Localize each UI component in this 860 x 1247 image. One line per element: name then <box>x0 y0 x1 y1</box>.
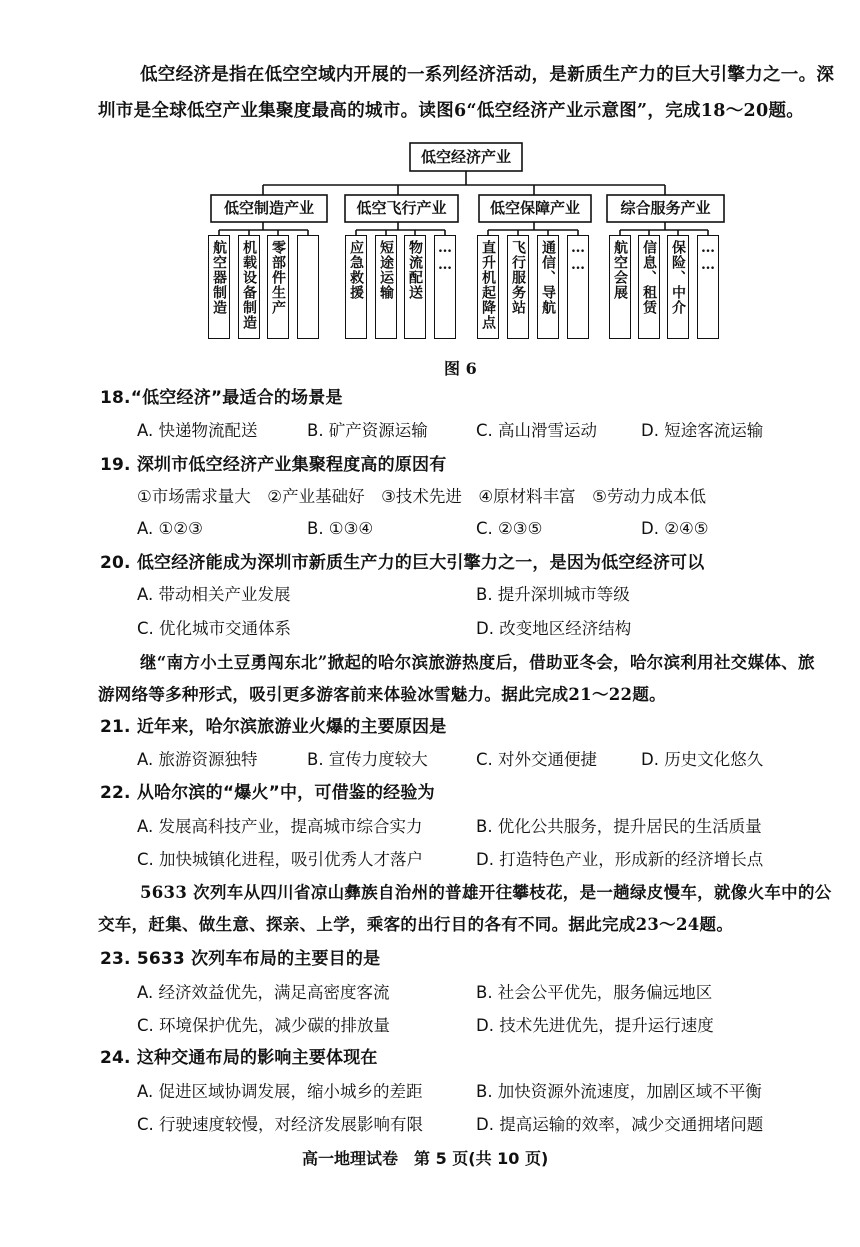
branch-services-label: 综合服务产业 <box>620 199 711 217</box>
q21-option-c: C. 对外交通便捷 <box>476 750 598 769</box>
leaf-flight-service-station: 飞行服务站 <box>507 235 529 339</box>
q19-items: ①市场需求量大 ②产业基础好 ③技术先进 ④原材料丰富 ⑤劳动力成本低 <box>137 487 706 506</box>
diagram-connectors <box>0 0 860 360</box>
q20-option-d: D. 改变地区经济结构 <box>476 619 632 638</box>
leaf-logistics-delivery: 物流配送 <box>404 235 426 339</box>
q19-option-d: D. ②④⑤ <box>641 519 709 538</box>
q19-option-a: A. ①②③ <box>137 519 203 538</box>
intro2-line-2: 游网络等多种形式，吸引更多游客前来体验冰雪魅力。据此完成21～22题。 <box>98 685 666 704</box>
q23-option-c: C. 环境保护优先，减少碳的排放量 <box>137 1016 391 1035</box>
q21-option-a: A. 旅游资源独特 <box>137 750 258 769</box>
leaf-helipad: 直升机起降点 <box>477 235 499 339</box>
q20-stem: 20. 低空经济能成为深圳市新质生产力的巨大引擎力之一，是因为低空经济可以 <box>100 553 705 573</box>
q23-option-d: D. 技术先进优先，提升运行速度 <box>476 1016 714 1035</box>
branch-manufacturing-label: 低空制造产业 <box>223 199 314 217</box>
leaf-aircraft-manufacturing: 航空器制造 <box>208 235 230 339</box>
diagram-caption: 图 6 <box>444 359 477 378</box>
leaf-aviation-exhibition: 航空会展 <box>609 235 631 339</box>
q22-option-b: B. 优化公共服务，提升居民的生活质量 <box>476 817 762 836</box>
intro3-line-2: 交车，赶集、做生意、探亲、上学，乘客的出行目的各有不同。据此完成23～24题。 <box>98 915 734 934</box>
q19-stem: 19. 深圳市低空经济产业集聚程度高的原因有 <box>100 455 447 475</box>
q24-option-b: B. 加快资源外流速度，加剧区域不平衡 <box>476 1082 762 1101</box>
leaf-manufacturing-blank <box>297 235 319 339</box>
leaf-flight-etc: …… <box>434 235 456 339</box>
leaf-short-transport: 短途运输 <box>375 235 397 339</box>
leaf-communication-navigation: 通信、导航 <box>537 235 559 339</box>
leaf-info-leasing: 信息、租赁 <box>638 235 660 339</box>
intro2-line-1: 继“南方小土豆勇闯东北”掀起的哈尔滨旅游热度后，借助亚冬会，哈尔滨利用社交媒体、旅 <box>140 653 815 672</box>
q24-option-a: A. 促进区域协调发展，缩小城乡的差距 <box>137 1082 423 1101</box>
intro3-line-1: 5633 次列车从四川省凉山彝族自治州的普雄开往攀枝花，是一趟绿皮慢车，就像火车中的公 <box>140 883 832 902</box>
q22-option-c: C. 加快城镇化进程，吸引优秀人才落户 <box>137 850 424 869</box>
leaf-services-etc: …… <box>697 235 719 339</box>
q18-option-c: C. 高山滑雪运动 <box>476 421 598 440</box>
page-footer: 高一地理试卷 第 5 页(共 10 页) <box>302 1149 549 1168</box>
q23-stem: 23. 5633 次列车布局的主要目的是 <box>100 949 381 969</box>
q22-option-a: A. 发展高科技产业，提高城市综合实力 <box>137 817 423 836</box>
intro-line-2: 圳市是全球低空产业集聚度最高的城市。读图6“低空经济产业示意图”，完成18～20题。 <box>98 101 805 121</box>
q21-option-b: B. 宣传力度较大 <box>307 750 428 769</box>
q21-option-d: D. 历史文化悠久 <box>641 750 764 769</box>
q18-stem: 18.“低空经济”最适合的场景是 <box>100 388 343 408</box>
q24-option-d: D. 提高运输的效率，减少交通拥堵问题 <box>476 1115 764 1134</box>
q22-option-d: D. 打造特色产业，形成新的经济增长点 <box>476 850 764 869</box>
branch-flight-label: 低空飞行产业 <box>356 199 447 217</box>
leaf-emergency-rescue: 应急救援 <box>345 235 367 339</box>
q23-option-a: A. 经济效益优先，满足高密度客流 <box>137 983 390 1002</box>
leaf-parts-production: 零部件生产 <box>267 235 289 339</box>
leaf-insurance-agency: 保险、中介 <box>667 235 689 339</box>
diagram-root-label: 低空经济产业 <box>420 148 511 166</box>
q19-option-b: B. ①③④ <box>307 519 374 538</box>
q19-option-c: C. ②③⑤ <box>476 519 543 538</box>
q20-option-a: A. 带动相关产业发展 <box>137 585 291 604</box>
q18-option-b: B. 矿产资源运输 <box>307 421 428 440</box>
q18-option-a: A. 快递物流配送 <box>137 421 258 440</box>
q23-option-b: B. 社会公平优先，服务偏远地区 <box>476 983 713 1002</box>
q21-stem: 21. 近年来，哈尔滨旅游业火爆的主要原因是 <box>100 717 447 737</box>
branch-support-label: 低空保障产业 <box>489 199 580 217</box>
leaf-support-etc: …… <box>567 235 589 339</box>
q20-option-c: C. 优化城市交通体系 <box>137 619 292 638</box>
intro-line-1: 低空经济是指在低空空域内开展的一系列经济活动，是新质生产力的巨大引擎力之一。深 <box>140 65 835 85</box>
q20-option-b: B. 提升深圳城市等级 <box>476 585 630 604</box>
leaf-onboard-equipment: 机载设备制造 <box>238 235 260 339</box>
q24-stem: 24. 这种交通布局的影响主要体现在 <box>100 1048 378 1068</box>
q24-option-c: C. 行驶速度较慢，对经济发展影响有限 <box>137 1115 424 1134</box>
q22-stem: 22. 从哈尔滨的“爆火”中，可借鉴的经验为 <box>100 783 435 803</box>
q18-option-d: D. 短途客流运输 <box>641 421 764 440</box>
